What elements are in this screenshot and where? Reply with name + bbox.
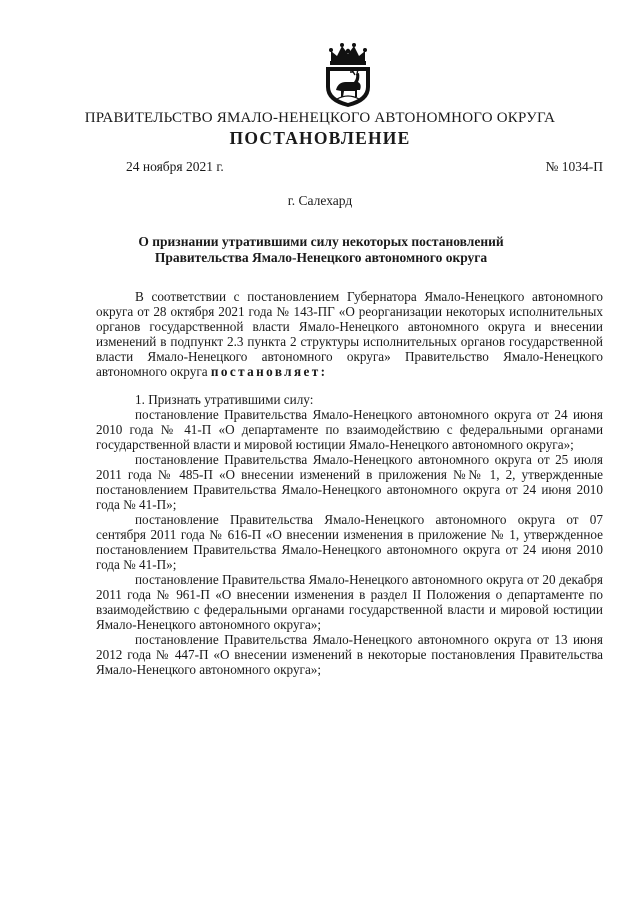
preamble-text: В соответствии с постановлением Губернатора Ямало-Ненецкого автономного округа от 28 октября 2021 года № 143-ПГ «О реорганизации некоторых исполнительных органов государственной власти Ямало-Ненецкого автономного округа и внесении изменений в подпункт 2.3 пункта 2 структуры исполнительных органов государственной власти Ямало-Ненецкого автономного округа» Правительство Ямало-Ненецкого автономного округа bbox=[96, 289, 603, 379]
repealed-act-4: постановление Правительства Ямало-Ненецкого автономного округа от 20 декабря 2011 года № 961-П «О внесении изменения в раздел II Положения о департаменте по взаимодействию с федеральными органами государственной власти и мировой юстиции Ямало-Ненецкого автономного округа»; bbox=[96, 572, 603, 632]
document-number: № 1034-П bbox=[545, 159, 603, 174]
item-1-heading: 1. Признать утратившими силу: bbox=[135, 392, 314, 407]
document-date: 24 ноября 2021 г. bbox=[126, 159, 224, 174]
document-city: г. Салехард bbox=[287, 193, 353, 208]
title-line-2: Правительства Ямало-Ненецкого автономного округа bbox=[154, 250, 488, 265]
title-line-1: О признании утратившими силу некоторых постановлений bbox=[138, 234, 504, 249]
repealed-act-5: постановление Правительства Ямало-Ненецкого автономного округа от 13 июня 2012 года № 447-П «О внесении изменений в некоторые постановления Правительства Ямало-Ненецкого автономного округа»; bbox=[96, 632, 603, 677]
repealed-act-2: постановление Правительства Ямало-Ненецкого автономного округа от 25 июля 2011 года № 485-П «О внесении изменений в приложения №№ 1, 2, утвержденные постановлением Правительства Ямало-Ненецкого автономного округа от 24 июня 2010 года № 41-П»; bbox=[96, 452, 603, 512]
repealed-act-3: постановление Правительства Ямало-Ненецкого автономного округа от 07 сентября 2011 года № 616-П «О внесении изменения в приложение № 1, утвержденное постановлением Правительства Ямало-Ненецкого автономного округа от 24 июня 2010 года № 41-П»; bbox=[96, 512, 603, 572]
preamble-paragraph bbox=[96, 289, 603, 379]
document-type: ПОСТАНОВЛЕНИЕ bbox=[229, 128, 411, 148]
coat-of-arms-emblem bbox=[322, 42, 374, 108]
document-body bbox=[96, 289, 603, 677]
organization-name: ПРАВИТЕЛЬСТВО ЯМАЛО-НЕНЕЦКОГО АВТОНОМНОГО ОКРУГА bbox=[84, 110, 556, 126]
resolves-word: постановляет: bbox=[210, 364, 328, 379]
document-title bbox=[100, 234, 542, 266]
repealed-act-1: постановление Правительства Ямало-Ненецкого автономного округа от 24 июня 2010 года № 41-П «О департаменте по взаимодействию с федеральными органами государственной власти и мировой юстиции Ямало-Ненецкого автономного округа»; bbox=[96, 407, 603, 452]
